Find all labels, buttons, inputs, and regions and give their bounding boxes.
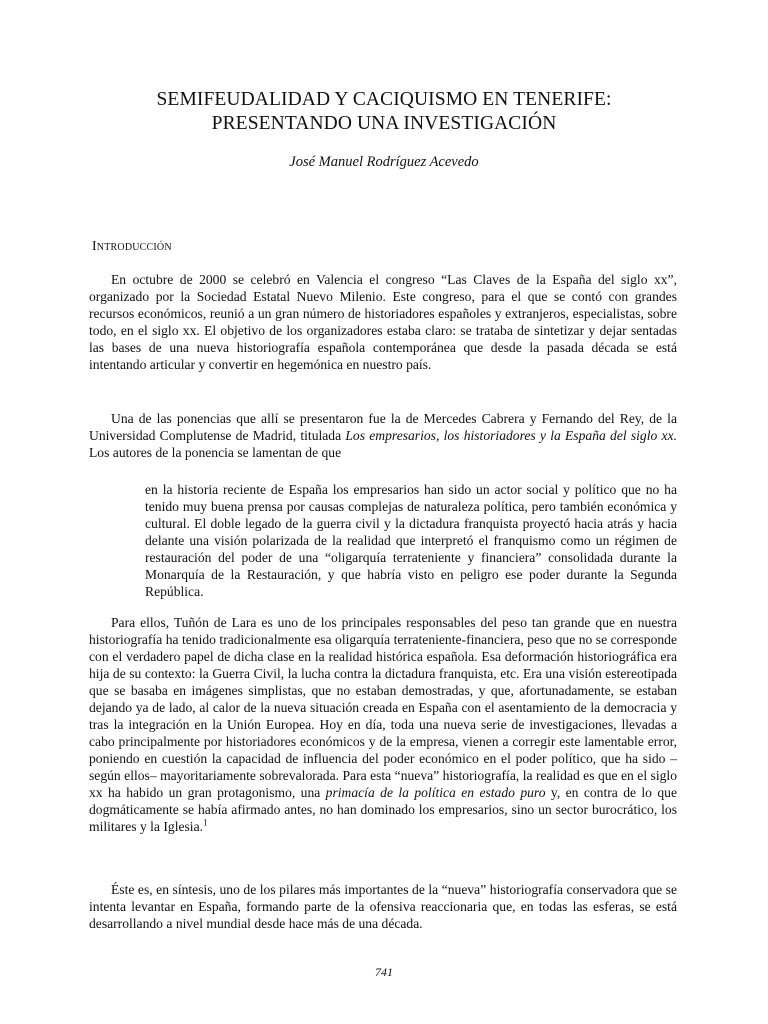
paragraph-4: Éste es, en síntesis, uno de los pilares más importantes de la “nueva” historiografía conservadora que se intenta levantar en España, formando parte de la ofensiva reaccionaria que, en todas las esferas, se está desarrollando a nivel mundial desde hace más de una década.: [89, 882, 677, 931]
paragraph-3-italic-phrase: primacía de la política en estado puro: [325, 785, 546, 800]
paragraph-2: [89, 410, 677, 461]
paragraph-3-text-b: y, en contra de lo que dogmáticamente se había afirmado antes, no han dominado los empresarios, sino un sector burocrático, los militares y la Iglesia.: [89, 785, 677, 834]
paragraph-3-text-a: Para ellos, Tuñón de Lara es uno de los principales responsables del peso tan grande que en nuestra historiografía ha tenido tradicionalmente esa oligarquía terrateniente-financiera, peso que no se corresponde con el verdadero papel de dicha clase en la realidad histórica española. Esa deformación historiográfica era hija de su contexto: la Guerra Civil, la lucha contra la dictadura franquista, etc. Era una visión estereotipada que se basaba en imágenes simplistas, que no estaban demostradas, y que, afortunadamente, se estaban dejando ya de lado, al calor de la nueva situación creada en España con el asentamiento de la democracia y tras la integración en la Unión Europea. Hoy en día, toda una nueva serie de investigaciones, llevadas a cabo principalmente por historiadores económicos y de la empresa, vienen a corregir este lamentable error, poniendo en cuestión la capacidad de influencia del poder económico en el poder político, que ha sido –según ellos– mayoritariamente sobrevalorada. Para esta “nueva” historiografía, la realidad es que en el siglo xx ha habido un gran protagonismo, una: [89, 615, 677, 800]
section-heading: Introducción: [92, 238, 172, 253]
paragraph-2-text-a: Una de las ponencias que allí se presentaron fue la de Mercedes Cabrera y Fernando del Rey, de la Universidad Complutense de Madrid, titulada: [89, 411, 677, 443]
author-name: José Manuel Rodríguez Acevedo: [289, 154, 479, 170]
paragraph-2-italic-title: Los empresarios, los historiadores y la España del siglo xx.: [345, 428, 677, 443]
footnote-reference[interactable]: 1: [203, 817, 208, 828]
title-line-1: SEMIFEUDALIDAD Y CACIQUISMO EN TENERIFE:: [156, 89, 612, 110]
paragraph-2-text-b: Los autores de la ponencia se lamentan de que: [89, 445, 342, 460]
block-quote: en la historia reciente de España los empresarios han sido un actor social y político que no ha tenido muy buena prensa por causas complejas de naturaleza política, pero también económica y cultural. El doble legado de la guerra civil y la dictadura franquista proyectó hacia atrás y hacia delante una visión polarizada de la realidad que interpretó el franquismo como un régimen de restauración del poder de una “oligarquía terrateniente y financiera” consolidada durante la Monarquía de la Restauración, y que habría visto en peligro ese poder durante la Segunda República.: [145, 482, 677, 599]
page-number: 741: [375, 965, 393, 979]
title-line-2: PRESENTANDO UNA INVESTIGACIÓN: [211, 113, 557, 134]
article-title: [60, 88, 708, 136]
paragraph-1: En octubre de 2000 se celebró en Valencia el congreso “Las Claves de la España del siglo xx”, organizado por la Sociedad Estatal Nuevo Milenio. Este congreso, para el que se contó con grandes recursos económicos, reunió a un gran número de historiadores españoles y extranjeros, especialistas, sobre todo, en el siglo xx. El objetivo de los organizadores estaba claro: se trataba de sintetizar y dejar sentadas las bases de una nueva historiografía española contemporánea que desde la pasada década se está intentando articular y convertir en hegemónica en nuestro país.: [89, 272, 677, 372]
paragraph-3: [89, 614, 677, 835]
